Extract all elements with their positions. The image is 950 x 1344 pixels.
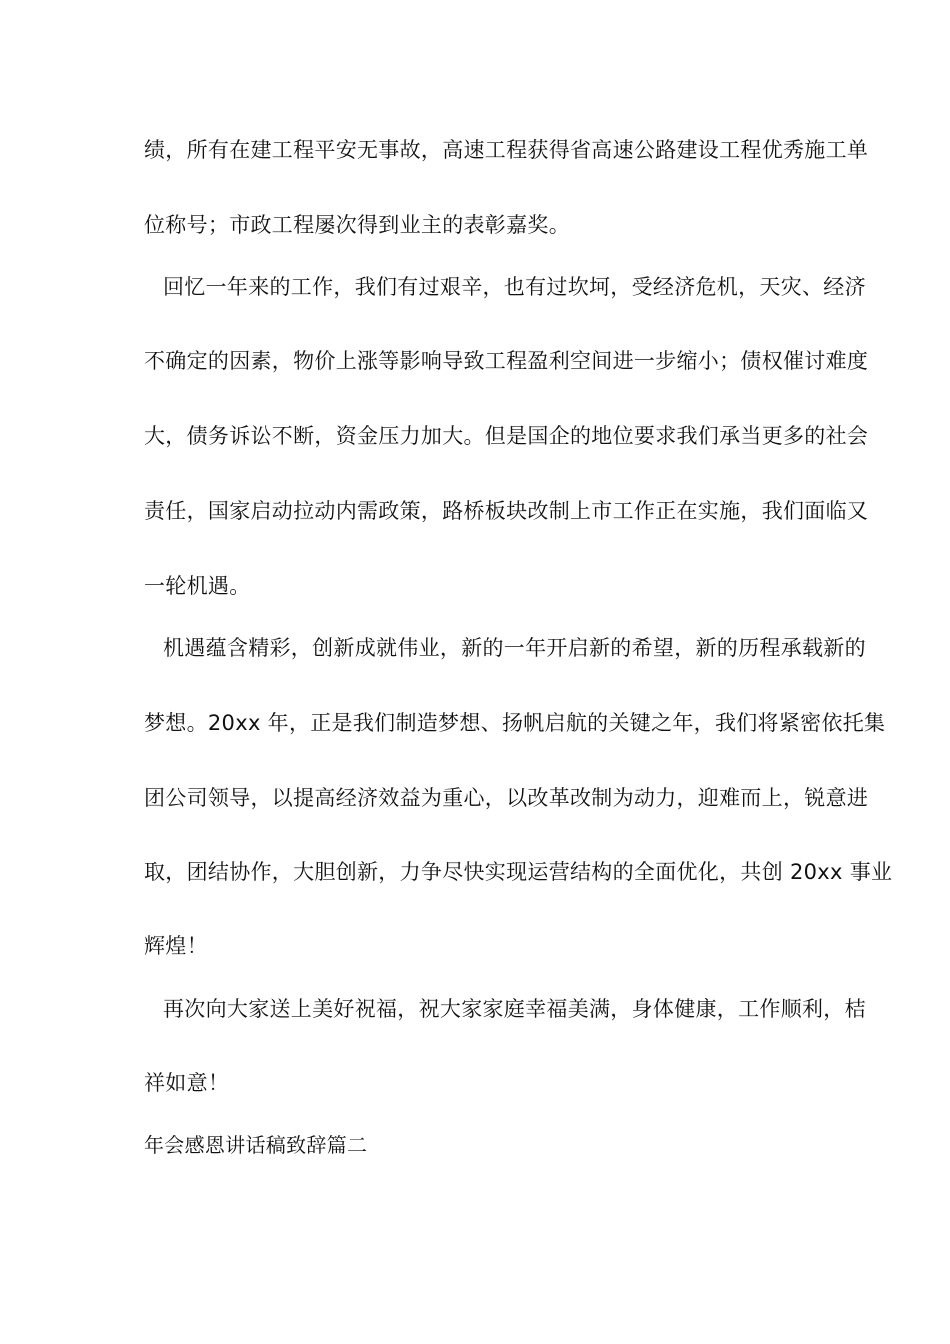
paragraph-line: 取，团结协作，大胆创新，力争尽快实现运营结构的全面优化，共创 20xx 事业: [144, 860, 893, 884]
paragraph-line: 大，债务诉讼不断，资金压力加大。但是国企的地位要求我们承当更多的社会: [144, 424, 869, 448]
paragraph-line: 辉煌！: [144, 934, 208, 958]
paragraph-line: 再次向大家送上美好祝福，祝大家家庭幸福美满，身体健康，工作顺利，桔: [163, 997, 866, 1021]
paragraph-line: 一轮机遇。: [144, 574, 251, 598]
paragraph-line: 机遇蕴含精彩，创新成就伟业，新的一年开启新的希望，新的历程承载新的: [163, 636, 866, 660]
paragraph-line: 祥如意！: [144, 1071, 230, 1095]
paragraph-line: 不确定的因素，物价上涨等影响导致工程盈利空间进一步缩小；债权催讨难度: [144, 349, 869, 373]
paragraph-line: 位称号；市政工程屡次得到业主的表彰嘉奖。: [144, 213, 570, 237]
paragraph-line: 绩，所有在建工程平安无事故，高速工程获得省高速公路建设工程优秀施工单: [144, 138, 869, 162]
paragraph-line: 回忆一年来的工作，我们有过艰辛，也有过坎坷，受经济危机，天灾、经济: [163, 275, 866, 299]
section-heading: 年会感恩讲话稿致辞篇二: [144, 1133, 368, 1157]
paragraph-line: 团公司领导，以提高经济效益为重心，以改革改制为动力，迎难而上，锐意进: [144, 786, 869, 810]
paragraph-line: 责任，国家启动拉动内需政策，路桥板块改制上市工作正在实施，我们面临又: [144, 499, 869, 523]
paragraph-line: 梦想。20xx 年，正是我们制造梦想、扬帆启航的关键之年，我们将紧密依托集: [144, 711, 886, 735]
